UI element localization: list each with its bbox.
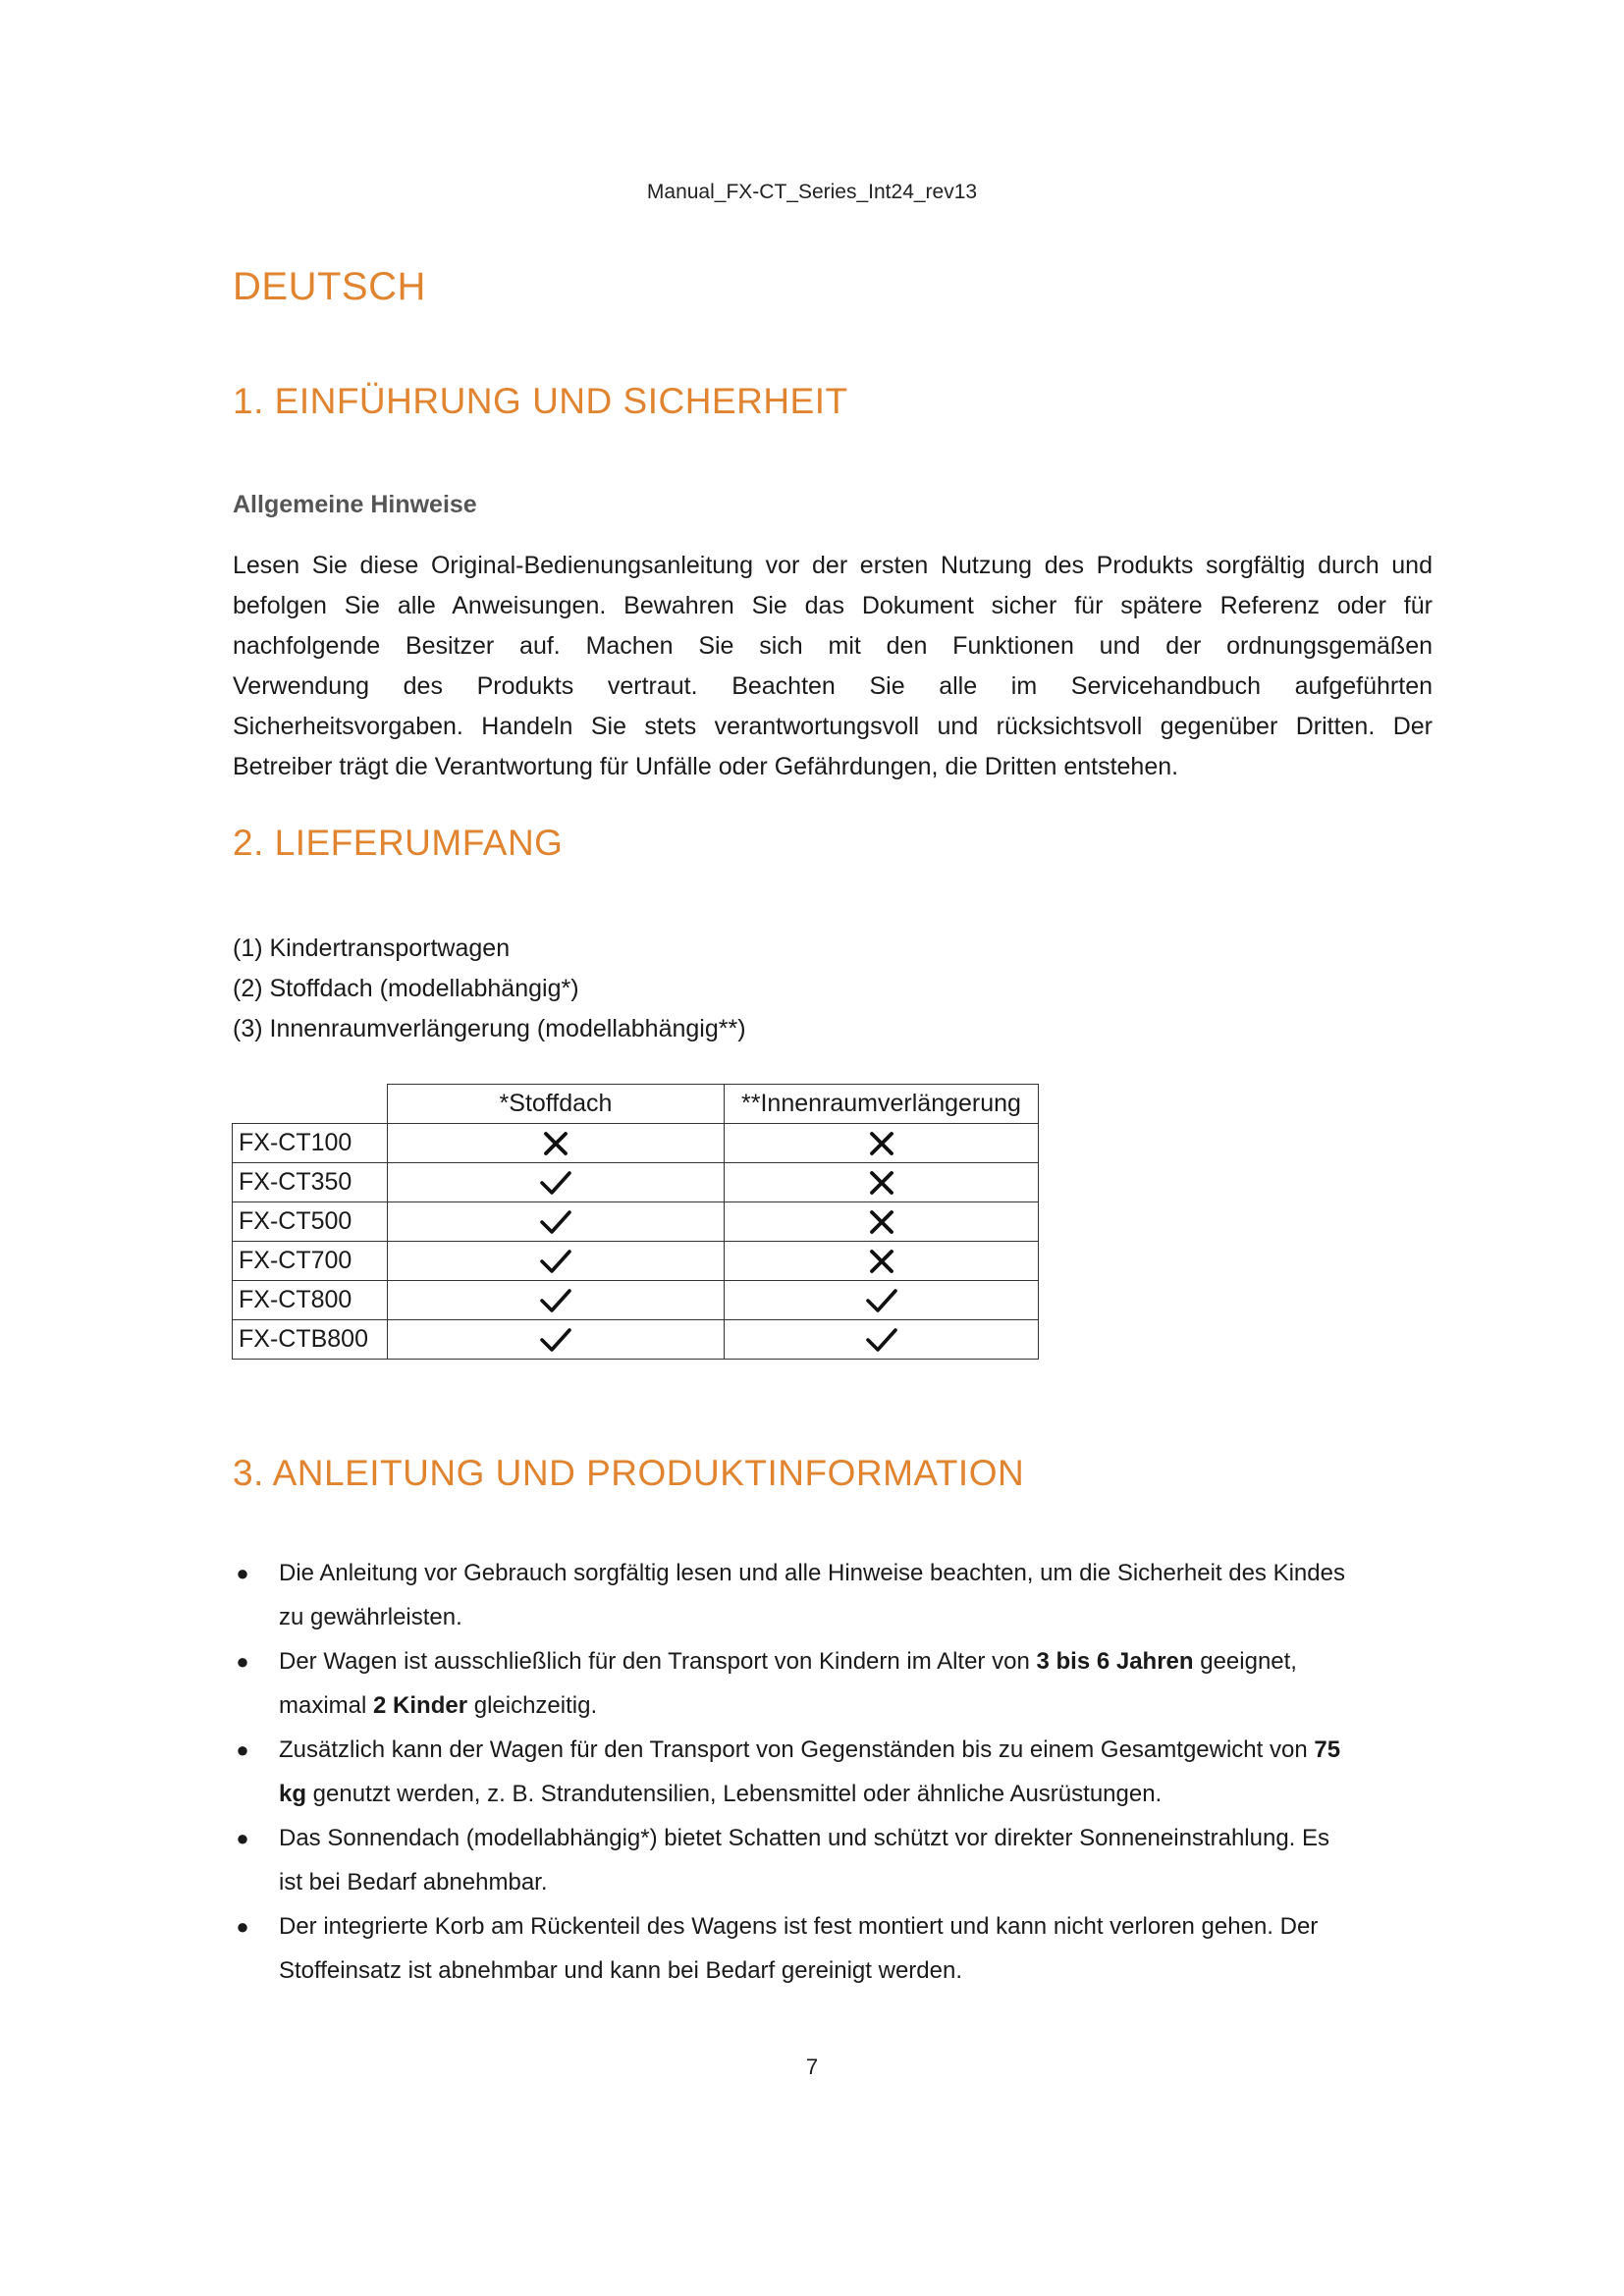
bullet-item (233, 1904, 1411, 1993)
model-name-cell: FX-CT100 (233, 1124, 388, 1163)
bullet-item (233, 1728, 1411, 1816)
cross-icon (731, 1130, 1032, 1157)
instructions-bullet-list (233, 1551, 1411, 1993)
paragraph-line: Sicherheitsvorgaben. Handeln Sie stets verantwortungsvoll und rücksichtsvoll gegenüber Dritten. Der (233, 713, 1433, 740)
bullet-item (233, 1551, 1411, 1639)
bullet-icon: ● (236, 1826, 249, 1850)
bullet-text: zu gewährleisten. (279, 1604, 462, 1630)
checkmark-icon (394, 1248, 718, 1275)
cross-icon (731, 1169, 1032, 1197)
innenraum-cell (725, 1163, 1039, 1202)
checkmark-icon (394, 1287, 718, 1314)
cross-icon (394, 1130, 718, 1157)
stoffdach-cell (388, 1163, 725, 1202)
bullet-bold-age: 3 bis 6 Jahren (1036, 1648, 1194, 1675)
innenraum-cell (725, 1242, 1039, 1281)
checkmark-icon (731, 1326, 1032, 1354)
page-number: 7 (805, 2055, 819, 2079)
table-row (233, 1124, 1039, 1163)
checkmark-icon (394, 1326, 718, 1354)
bullet-bold-unit: kg (279, 1781, 307, 1807)
bullet-bold-weight: 75 (1314, 1736, 1341, 1763)
bullet-item (233, 1639, 1411, 1728)
bullet-icon: ● (236, 1561, 249, 1585)
bullet-text: Der integrierte Korb am Rückenteil des Wagens ist fest montiert und kann nicht verloren gehen. Der (279, 1913, 1319, 1940)
model-name-cell: FX-CTB800 (233, 1320, 388, 1360)
column-header-innenraum: **Innenraumverlängerung (725, 1085, 1039, 1124)
list-item: (1) Kindertransportwagen (233, 934, 511, 962)
stoffdach-cell (388, 1124, 725, 1163)
bullet-item (233, 1816, 1411, 1904)
paragraph-line: Lesen Sie diese Original-Bedienungsanleitung vor der ersten Nutzung des Produkts sorgfältig durch und (233, 552, 1433, 579)
bullet-text: geeignet, (1193, 1648, 1297, 1675)
bullet-text: gleichzeitig. (467, 1692, 598, 1719)
paragraph-line: Verwendung des Produkts vertraut. Beachten Sie alle im Servicehandbuch aufgeführten (233, 672, 1433, 700)
bullet-icon: ● (236, 1914, 249, 1939)
cross-icon (731, 1248, 1032, 1275)
bullet-text: maximal (279, 1692, 374, 1719)
bullet-icon: ● (236, 1649, 249, 1674)
innenraum-cell (725, 1320, 1039, 1360)
bullet-text: Der Wagen ist ausschließlich für den Transport von Kindern im Alter von (279, 1648, 1037, 1675)
innenraum-cell (725, 1281, 1039, 1320)
bullet-text: Stoffeinsatz ist abnehmbar und kann bei Bedarf gereinigt werden. (279, 1957, 962, 1984)
table-row (233, 1242, 1039, 1281)
language-title: DEUTSCH (233, 265, 426, 308)
bullet-text: genutzt werden, z. B. Strandutensilien, Lebensmittel oder ähnliche Ausrüstungen. (306, 1781, 1163, 1807)
table-body (233, 1124, 1039, 1360)
checkmark-icon (731, 1287, 1032, 1314)
section-2-title: 2. LIEFERUMFANG (233, 823, 564, 863)
innenraum-cell (725, 1202, 1039, 1242)
checkmark-icon (394, 1208, 718, 1236)
table-corner-cell (233, 1085, 388, 1124)
innenraum-cell (725, 1124, 1039, 1163)
model-name-cell: FX-CT350 (233, 1163, 388, 1202)
table-header-row (233, 1085, 1039, 1124)
bullet-text: Das Sonnendach (modellabhängig*) bietet Schatten und schützt vor direkter Sonneneinstrahlung. Es (279, 1825, 1330, 1851)
bullet-text: Die Anleitung vor Gebrauch sorgfältig lesen und alle Hinweise beachten, um die Sicherheit des Kindes (279, 1560, 1345, 1586)
list-item: (3) Innenraumverlängerung (modellabhängig**) (233, 1015, 746, 1042)
table-row (233, 1281, 1039, 1320)
model-features-table (232, 1084, 1039, 1360)
table-row (233, 1320, 1039, 1360)
table-row (233, 1202, 1039, 1242)
paragraph-line: befolgen Sie alle Anweisungen. Bewahren Sie das Dokument sicher für spätere Referenz oder für (233, 592, 1433, 619)
section-1-title: 1. EINFÜHRUNG UND SICHERHEIT (233, 381, 848, 421)
bullet-text: Zusätzlich kann der Wagen für den Transport von Gegenständen bis zu einem Gesamtgewicht von (279, 1736, 1315, 1763)
section-3-title: 3. ANLEITUNG UND PRODUKTINFORMATION (233, 1453, 1025, 1493)
paragraph-line: nachfolgende Besitzer auf. Machen Sie sich mit den Funktionen und der ordnungsgemäßen (233, 632, 1433, 660)
stoffdach-cell (388, 1320, 725, 1360)
bullet-bold-count: 2 Kinder (373, 1692, 468, 1719)
bullet-icon: ● (236, 1737, 249, 1762)
paragraph-line: Betreiber trägt die Verantwortung für Unfälle oder Gefährdungen, die Dritten entstehen. (233, 753, 1179, 780)
checkmark-icon (394, 1169, 718, 1197)
bullet-text: ist bei Bedarf abnehmbar. (279, 1869, 548, 1896)
stoffdach-cell (388, 1242, 725, 1281)
list-item: (2) Stoffdach (modellabhängig*) (233, 975, 579, 1002)
stoffdach-cell (388, 1202, 725, 1242)
scope-of-delivery-list (233, 929, 746, 1049)
section-1-subheading: Allgemeine Hinweise (233, 491, 477, 518)
model-name-cell: FX-CT500 (233, 1202, 388, 1242)
page-header-filename: Manual_FX-CT_Series_Int24_rev13 (646, 181, 978, 203)
column-header-stoffdach: *Stoffdach (388, 1085, 725, 1124)
model-name-cell: FX-CT700 (233, 1242, 388, 1281)
stoffdach-cell (388, 1281, 725, 1320)
table-row (233, 1163, 1039, 1202)
model-name-cell: FX-CT800 (233, 1281, 388, 1320)
section-1-paragraph (233, 546, 1433, 787)
cross-icon (731, 1208, 1032, 1236)
